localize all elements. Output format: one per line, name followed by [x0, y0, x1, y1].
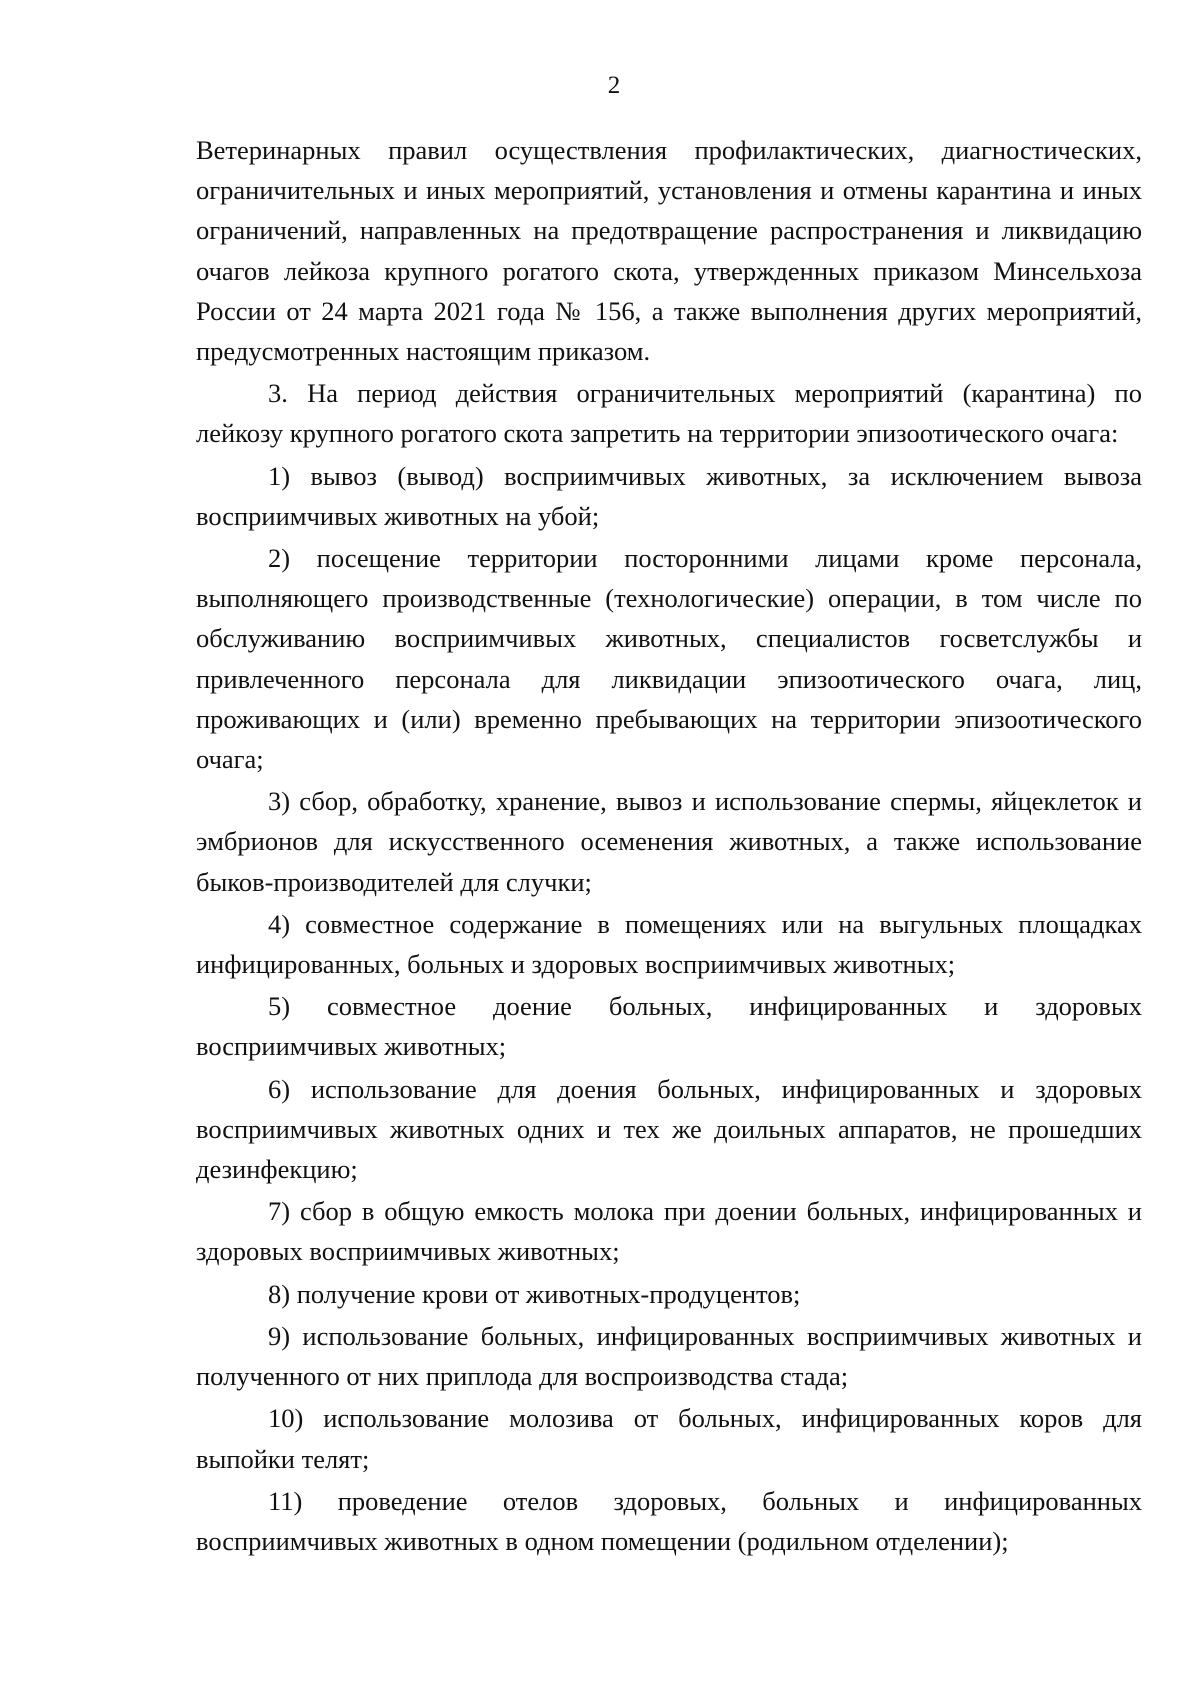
- list-item-5: 5) совместное доение больных, инфицированных и здоровых восприимчивых животных;: [196, 991, 1142, 1062]
- page-number: 2: [607, 72, 621, 99]
- list-item-11: 11) проведение отелов здоровых, больных и инфицированных восприимчивых животных в одном помещении (родильном отделении);: [196, 1485, 1142, 1556]
- paragraph-intro: Ветеринарных правил осуществления профилактических, диагностических, ограничительных и иных мероприятий, установления и отмены карантина и иных ограничений, направленных на предотвращение распространения и ликвидацию очагов лейкоза крупного рогатого скота, утвержденных приказом Минсельхоза России от 24 марта 2021 года № 156, а также выполнения других мероприятий, предусмотренных настоящим приказом.: [196, 135, 1142, 367]
- document-body: [196, 130, 1142, 1563]
- list-item-7: 7) сбор в общую емкость молока при доении больных, инфицированных и здоровых восприимчивых животных;: [196, 1196, 1142, 1267]
- list-item-3: 3) сбор, обработку, хранение, вывоз и использование спермы, яйцеклеток и эмбрионов для искусственного осеменения животных, а также использование быков-производителей для случки;: [196, 786, 1142, 897]
- list-item-4: 4) совместное содержание в помещениях или на выгульных площадках инфицированных, больных и здоровых восприимчивых животных;: [196, 908, 1142, 980]
- list-item-8: 8) получение крови от животных-продуцентов;: [268, 1278, 801, 1309]
- paragraph-item-3: 3. На период действия ограничительных мероприятий (карантина) по лейкозу крупного рогатого скота запретить на территории эпизоотического очага:: [196, 378, 1142, 449]
- list-item-10: 10) использование молозива от больных, инфицированных коров для выпойки телят;: [196, 1403, 1142, 1474]
- list-item-1: 1) вывоз (вывод) восприимчивых животных, за исключением вывоза восприимчивых животных на убой;: [196, 460, 1142, 531]
- list-item-6: 6) использование для доения больных, инфицированных и здоровых восприимчивых животных одних и тех же доильных аппаратов, не прошедших дезинфекцию;: [196, 1073, 1142, 1185]
- list-item-2: 2) посещение территории посторонними лицами кроме персонала, выполняющего производственные (технологические) операции, в том числе по обслуживанию восприимчивых животных, специалистов госветслужбы и привлеченного персонала для ликвидации эпизоотического очага, лиц, проживающих и (или) временно пребывающих на территории эпизоотического очага;: [196, 543, 1142, 775]
- list-item-9: 9) использование больных, инфицированных восприимчивых животных и полученного от них приплода для воспроизводства стада;: [196, 1320, 1142, 1392]
